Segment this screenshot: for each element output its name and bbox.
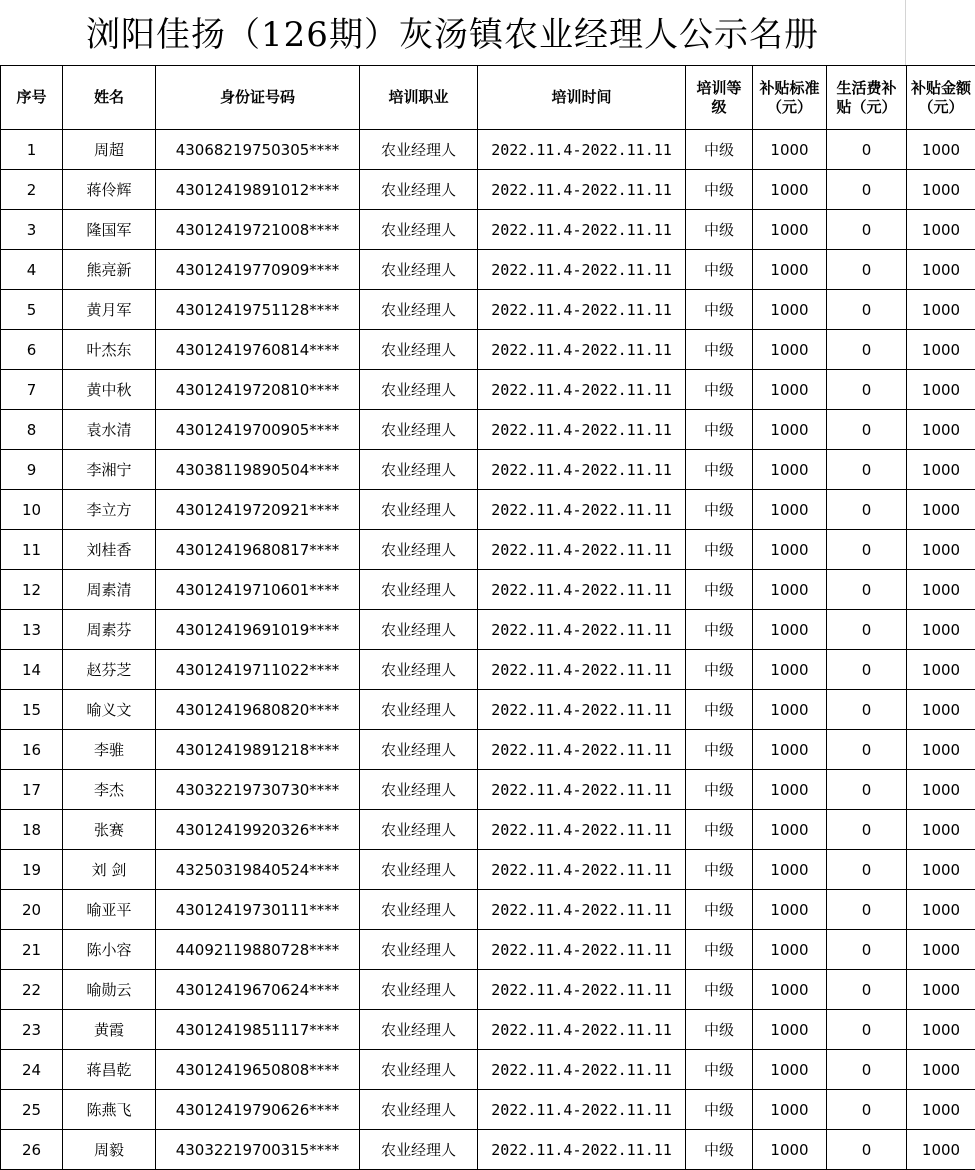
cell-index: 3 [1, 210, 63, 250]
cell-index: 16 [1, 730, 63, 770]
cell-occupation: 农业经理人 [360, 730, 478, 770]
cell-name: 李湘宁 [63, 450, 156, 490]
table-row [1, 930, 975, 970]
cell-training-time: 2022.11.4-2022.11.11 [478, 650, 686, 690]
cell-index: 6 [1, 330, 63, 370]
cell-index: 20 [1, 890, 63, 930]
cell-occupation: 农业经理人 [360, 370, 478, 410]
header-training-time: 培训时间 [478, 66, 686, 130]
cell-training-level: 中级 [686, 890, 753, 930]
cell-training-time: 2022.11.4-2022.11.11 [478, 130, 686, 170]
cell-subsidy-standard: 1000 [753, 330, 827, 370]
cell-occupation: 农业经理人 [360, 930, 478, 970]
cell-subsidy-standard: 1000 [753, 770, 827, 810]
cell-subsidy-amount: 1000 [907, 970, 975, 1010]
cell-living-subsidy: 0 [827, 570, 907, 610]
cell-living-subsidy: 0 [827, 930, 907, 970]
cell-training-level: 中级 [686, 130, 753, 170]
cell-id-card: 43012419760814**** [156, 330, 360, 370]
cell-living-subsidy: 0 [827, 890, 907, 930]
table-row [1, 810, 975, 850]
cell-id-card: 43012419720921**** [156, 490, 360, 530]
cell-subsidy-standard: 1000 [753, 810, 827, 850]
cell-occupation: 农业经理人 [360, 610, 478, 650]
cell-index: 18 [1, 810, 63, 850]
cell-occupation: 农业经理人 [360, 690, 478, 730]
header-name: 姓名 [63, 66, 156, 130]
cell-index: 21 [1, 930, 63, 970]
cell-subsidy-standard: 1000 [753, 570, 827, 610]
cell-name: 蒋昌乾 [63, 1050, 156, 1090]
cell-living-subsidy: 0 [827, 1010, 907, 1050]
cell-id-card: 43032219700315**** [156, 1130, 360, 1170]
cell-name: 叶杰东 [63, 330, 156, 370]
cell-index: 22 [1, 970, 63, 1010]
cell-subsidy-standard: 1000 [753, 290, 827, 330]
table-row [1, 370, 975, 410]
cell-living-subsidy: 0 [827, 1090, 907, 1130]
cell-name: 喻勋云 [63, 970, 156, 1010]
cell-training-time: 2022.11.4-2022.11.11 [478, 1010, 686, 1050]
cell-training-time: 2022.11.4-2022.11.11 [478, 450, 686, 490]
cell-training-time: 2022.11.4-2022.11.11 [478, 1130, 686, 1170]
cell-id-card: 43250319840524**** [156, 850, 360, 890]
cell-occupation: 农业经理人 [360, 890, 478, 930]
cell-subsidy-amount: 1000 [907, 1130, 975, 1170]
cell-occupation: 农业经理人 [360, 650, 478, 690]
cell-subsidy-standard: 1000 [753, 250, 827, 290]
cell-name: 喻亚平 [63, 890, 156, 930]
cell-subsidy-standard: 1000 [753, 1090, 827, 1130]
cell-subsidy-amount: 1000 [907, 130, 975, 170]
cell-name: 李杰 [63, 770, 156, 810]
cell-index: 8 [1, 410, 63, 450]
cell-subsidy-standard: 1000 [753, 410, 827, 450]
cell-name: 张赛 [63, 810, 156, 850]
cell-subsidy-standard: 1000 [753, 930, 827, 970]
cell-occupation: 农业经理人 [360, 530, 478, 570]
cell-training-level: 中级 [686, 170, 753, 210]
cell-subsidy-amount: 1000 [907, 650, 975, 690]
cell-training-time: 2022.11.4-2022.11.11 [478, 810, 686, 850]
cell-occupation: 农业经理人 [360, 130, 478, 170]
cell-training-time: 2022.11.4-2022.11.11 [478, 290, 686, 330]
cell-training-level: 中级 [686, 450, 753, 490]
cell-training-level: 中级 [686, 370, 753, 410]
cell-id-card: 43012419891218**** [156, 730, 360, 770]
table-row [1, 410, 975, 450]
cell-occupation: 农业经理人 [360, 170, 478, 210]
cell-living-subsidy: 0 [827, 770, 907, 810]
cell-name: 周毅 [63, 1130, 156, 1170]
header-training-level: 培训等级 [686, 66, 753, 130]
table-row [1, 890, 975, 930]
table-row [1, 130, 975, 170]
cell-name: 李骓 [63, 730, 156, 770]
cell-subsidy-standard: 1000 [753, 530, 827, 570]
cell-subsidy-standard: 1000 [753, 610, 827, 650]
cell-occupation: 农业经理人 [360, 970, 478, 1010]
cell-occupation: 农业经理人 [360, 810, 478, 850]
cell-occupation: 农业经理人 [360, 850, 478, 890]
cell-living-subsidy: 0 [827, 1050, 907, 1090]
cell-living-subsidy: 0 [827, 690, 907, 730]
cell-subsidy-standard: 1000 [753, 730, 827, 770]
cell-subsidy-amount: 1000 [907, 610, 975, 650]
cell-occupation: 农业经理人 [360, 410, 478, 450]
cell-training-level: 中级 [686, 290, 753, 330]
cell-training-time: 2022.11.4-2022.11.11 [478, 770, 686, 810]
cell-training-level: 中级 [686, 930, 753, 970]
table-row [1, 730, 975, 770]
cell-index: 13 [1, 610, 63, 650]
cell-subsidy-standard: 1000 [753, 690, 827, 730]
cell-name: 周素清 [63, 570, 156, 610]
table-row [1, 250, 975, 290]
cell-occupation: 农业经理人 [360, 250, 478, 290]
cell-subsidy-amount: 1000 [907, 450, 975, 490]
cell-index: 9 [1, 450, 63, 490]
cell-training-time: 2022.11.4-2022.11.11 [478, 1090, 686, 1130]
cell-name: 袁水清 [63, 410, 156, 450]
cell-index: 5 [1, 290, 63, 330]
table-row [1, 330, 975, 370]
cell-id-card: 43012419751128**** [156, 290, 360, 330]
cell-living-subsidy: 0 [827, 410, 907, 450]
cell-subsidy-amount: 1000 [907, 810, 975, 850]
cell-subsidy-amount: 1000 [907, 410, 975, 450]
table-row [1, 450, 975, 490]
header-row [1, 66, 975, 130]
cell-index: 11 [1, 530, 63, 570]
cell-living-subsidy: 0 [827, 450, 907, 490]
cell-name: 刘桂香 [63, 530, 156, 570]
cell-name: 赵芬芝 [63, 650, 156, 690]
cell-subsidy-amount: 1000 [907, 690, 975, 730]
cell-training-level: 中级 [686, 250, 753, 290]
cell-name: 蒋伶辉 [63, 170, 156, 210]
header-occupation: 培训职业 [360, 66, 478, 130]
cell-id-card: 43012419920326**** [156, 810, 360, 850]
cell-living-subsidy: 0 [827, 1130, 907, 1170]
cell-index: 24 [1, 1050, 63, 1090]
cell-living-subsidy: 0 [827, 850, 907, 890]
cell-living-subsidy: 0 [827, 330, 907, 370]
cell-subsidy-standard: 1000 [753, 1010, 827, 1050]
table-row [1, 570, 975, 610]
cell-training-level: 中级 [686, 1130, 753, 1170]
header-index: 序号 [1, 66, 63, 130]
cell-name: 周超 [63, 130, 156, 170]
cell-index: 19 [1, 850, 63, 890]
cell-subsidy-standard: 1000 [753, 1130, 827, 1170]
cell-index: 10 [1, 490, 63, 530]
cell-occupation: 农业经理人 [360, 490, 478, 530]
cell-subsidy-standard: 1000 [753, 490, 827, 530]
cell-index: 17 [1, 770, 63, 810]
cell-index: 1 [1, 130, 63, 170]
title-row [0, 0, 975, 66]
table-row [1, 650, 975, 690]
table-row [1, 1010, 975, 1050]
header-subsidy-standard: 补贴标准（元） [753, 66, 827, 130]
cell-training-level: 中级 [686, 770, 753, 810]
table-row [1, 770, 975, 810]
cell-subsidy-amount: 1000 [907, 250, 975, 290]
cell-name: 陈燕飞 [63, 1090, 156, 1130]
cell-name: 熊亮新 [63, 250, 156, 290]
cell-subsidy-amount: 1000 [907, 890, 975, 930]
cell-training-time: 2022.11.4-2022.11.11 [478, 690, 686, 730]
table-row [1, 210, 975, 250]
cell-training-time: 2022.11.4-2022.11.11 [478, 1050, 686, 1090]
cell-subsidy-standard: 1000 [753, 970, 827, 1010]
cell-subsidy-amount: 1000 [907, 1090, 975, 1130]
sheet-gridline [905, 0, 906, 66]
cell-index: 7 [1, 370, 63, 410]
cell-training-time: 2022.11.4-2022.11.11 [478, 330, 686, 370]
cell-id-card: 43012419680817**** [156, 530, 360, 570]
cell-training-level: 中级 [686, 210, 753, 250]
cell-id-card: 43012419891012**** [156, 170, 360, 210]
cell-living-subsidy: 0 [827, 650, 907, 690]
cell-subsidy-standard: 1000 [753, 450, 827, 490]
cell-living-subsidy: 0 [827, 970, 907, 1010]
cell-subsidy-amount: 1000 [907, 1010, 975, 1050]
cell-living-subsidy: 0 [827, 250, 907, 290]
cell-occupation: 农业经理人 [360, 1090, 478, 1130]
cell-training-time: 2022.11.4-2022.11.11 [478, 410, 686, 450]
cell-living-subsidy: 0 [827, 730, 907, 770]
cell-id-card: 43012419770909**** [156, 250, 360, 290]
cell-subsidy-amount: 1000 [907, 530, 975, 570]
cell-training-level: 中级 [686, 1010, 753, 1050]
cell-subsidy-amount: 1000 [907, 850, 975, 890]
cell-name: 刘 剑 [63, 850, 156, 890]
cell-id-card: 43012419720810**** [156, 370, 360, 410]
cell-training-level: 中级 [686, 490, 753, 530]
cell-training-level: 中级 [686, 1050, 753, 1090]
cell-id-card: 43012419711022**** [156, 650, 360, 690]
cell-subsidy-amount: 1000 [907, 770, 975, 810]
cell-training-time: 2022.11.4-2022.11.11 [478, 970, 686, 1010]
cell-subsidy-amount: 1000 [907, 290, 975, 330]
cell-name: 隆国军 [63, 210, 156, 250]
cell-training-level: 中级 [686, 810, 753, 850]
cell-id-card: 43012419730111**** [156, 890, 360, 930]
cell-living-subsidy: 0 [827, 610, 907, 650]
cell-name: 陈小容 [63, 930, 156, 970]
cell-subsidy-standard: 1000 [753, 170, 827, 210]
cell-living-subsidy: 0 [827, 210, 907, 250]
cell-index: 26 [1, 1130, 63, 1170]
table-row [1, 1050, 975, 1090]
cell-training-level: 中级 [686, 730, 753, 770]
cell-living-subsidy: 0 [827, 290, 907, 330]
cell-living-subsidy: 0 [827, 130, 907, 170]
cell-training-time: 2022.11.4-2022.11.11 [478, 890, 686, 930]
roster-body [1, 130, 975, 1170]
cell-index: 2 [1, 170, 63, 210]
cell-id-card: 43012419650808**** [156, 1050, 360, 1090]
cell-id-card: 43068219750305**** [156, 130, 360, 170]
cell-occupation: 农业经理人 [360, 570, 478, 610]
cell-living-subsidy: 0 [827, 530, 907, 570]
cell-index: 4 [1, 250, 63, 290]
cell-subsidy-amount: 1000 [907, 210, 975, 250]
cell-id-card: 43012419670624**** [156, 970, 360, 1010]
cell-name: 黄月军 [63, 290, 156, 330]
cell-subsidy-standard: 1000 [753, 370, 827, 410]
cell-training-time: 2022.11.4-2022.11.11 [478, 730, 686, 770]
cell-living-subsidy: 0 [827, 810, 907, 850]
cell-id-card: 43012419790626**** [156, 1090, 360, 1130]
cell-subsidy-standard: 1000 [753, 850, 827, 890]
cell-occupation: 农业经理人 [360, 770, 478, 810]
cell-training-time: 2022.11.4-2022.11.11 [478, 170, 686, 210]
cell-training-time: 2022.11.4-2022.11.11 [478, 490, 686, 530]
cell-training-level: 中级 [686, 570, 753, 610]
header-id-card: 身份证号码 [156, 66, 360, 130]
cell-id-card: 43038119890504**** [156, 450, 360, 490]
cell-subsidy-amount: 1000 [907, 330, 975, 370]
cell-subsidy-amount: 1000 [907, 490, 975, 530]
cell-training-time: 2022.11.4-2022.11.11 [478, 610, 686, 650]
cell-index: 23 [1, 1010, 63, 1050]
header-living-subsidy: 生活费补贴（元） [827, 66, 907, 130]
cell-subsidy-standard: 1000 [753, 1050, 827, 1090]
cell-subsidy-standard: 1000 [753, 890, 827, 930]
cell-id-card: 43012419710601**** [156, 570, 360, 610]
cell-living-subsidy: 0 [827, 170, 907, 210]
cell-id-card: 44092119880728**** [156, 930, 360, 970]
cell-id-card: 43012419680820**** [156, 690, 360, 730]
cell-index: 12 [1, 570, 63, 610]
cell-training-level: 中级 [686, 330, 753, 370]
roster-table [0, 65, 975, 1170]
cell-training-level: 中级 [686, 610, 753, 650]
cell-id-card: 43012419851117**** [156, 1010, 360, 1050]
cell-id-card: 43012419721008**** [156, 210, 360, 250]
cell-subsidy-standard: 1000 [753, 210, 827, 250]
cell-subsidy-amount: 1000 [907, 930, 975, 970]
cell-index: 25 [1, 1090, 63, 1130]
cell-occupation: 农业经理人 [360, 290, 478, 330]
cell-subsidy-amount: 1000 [907, 570, 975, 610]
cell-training-level: 中级 [686, 410, 753, 450]
cell-subsidy-amount: 1000 [907, 370, 975, 410]
cell-name: 喻义文 [63, 690, 156, 730]
cell-occupation: 农业经理人 [360, 1130, 478, 1170]
table-row [1, 690, 975, 730]
cell-training-time: 2022.11.4-2022.11.11 [478, 570, 686, 610]
cell-name: 周素芬 [63, 610, 156, 650]
cell-training-level: 中级 [686, 970, 753, 1010]
cell-name: 黄霞 [63, 1010, 156, 1050]
cell-training-time: 2022.11.4-2022.11.11 [478, 930, 686, 970]
table-row [1, 490, 975, 530]
cell-name: 黄中秋 [63, 370, 156, 410]
cell-training-time: 2022.11.4-2022.11.11 [478, 210, 686, 250]
cell-id-card: 43032219730730**** [156, 770, 360, 810]
table-row [1, 970, 975, 1010]
document-title: 浏阳佳扬（126期）灰汤镇农业经理人公示名册 [0, 0, 905, 66]
cell-training-level: 中级 [686, 690, 753, 730]
cell-subsidy-standard: 1000 [753, 130, 827, 170]
cell-living-subsidy: 0 [827, 370, 907, 410]
cell-index: 15 [1, 690, 63, 730]
cell-id-card: 43012419700905**** [156, 410, 360, 450]
header-subsidy-amount: 补贴金额（元） [907, 66, 975, 130]
cell-training-level: 中级 [686, 1090, 753, 1130]
table-row [1, 170, 975, 210]
cell-occupation: 农业经理人 [360, 450, 478, 490]
cell-name: 李立方 [63, 490, 156, 530]
cell-training-time: 2022.11.4-2022.11.11 [478, 370, 686, 410]
cell-training-time: 2022.11.4-2022.11.11 [478, 250, 686, 290]
table-row [1, 1090, 975, 1130]
table-row [1, 290, 975, 330]
cell-occupation: 农业经理人 [360, 210, 478, 250]
cell-occupation: 农业经理人 [360, 1050, 478, 1090]
cell-index: 14 [1, 650, 63, 690]
cell-id-card: 43012419691019**** [156, 610, 360, 650]
table-row [1, 1130, 975, 1170]
cell-training-level: 中级 [686, 650, 753, 690]
cell-training-time: 2022.11.4-2022.11.11 [478, 530, 686, 570]
table-row [1, 610, 975, 650]
cell-subsidy-amount: 1000 [907, 170, 975, 210]
cell-training-level: 中级 [686, 850, 753, 890]
cell-living-subsidy: 0 [827, 490, 907, 530]
table-row [1, 850, 975, 890]
table-row [1, 530, 975, 570]
cell-subsidy-standard: 1000 [753, 650, 827, 690]
cell-subsidy-amount: 1000 [907, 730, 975, 770]
cell-occupation: 农业经理人 [360, 1010, 478, 1050]
cell-subsidy-amount: 1000 [907, 1050, 975, 1090]
cell-training-time: 2022.11.4-2022.11.11 [478, 850, 686, 890]
cell-occupation: 农业经理人 [360, 330, 478, 370]
cell-training-level: 中级 [686, 530, 753, 570]
